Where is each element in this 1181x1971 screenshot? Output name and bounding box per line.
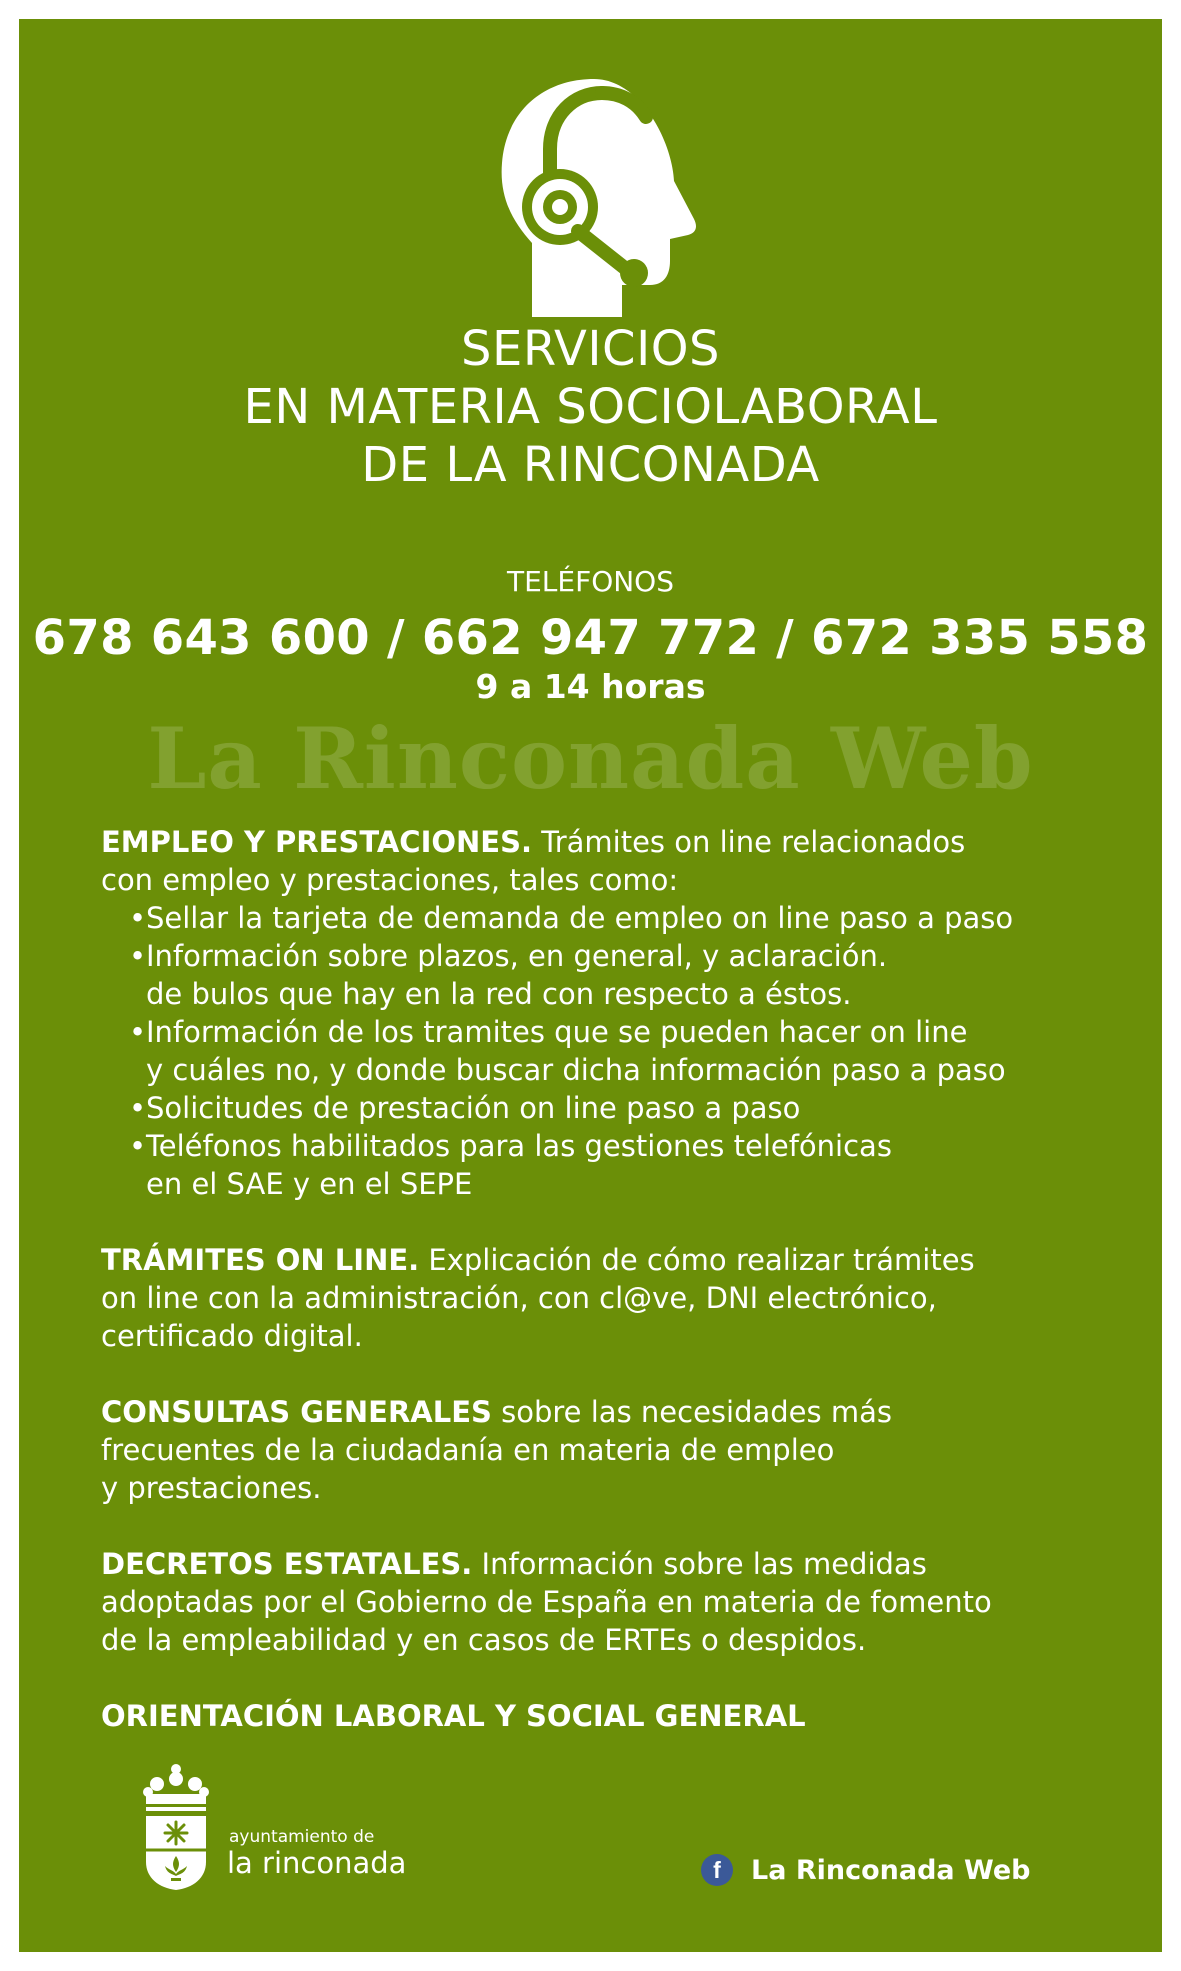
title-line-2: EN MATERIA SOCIOLABORAL	[243, 379, 938, 435]
section-text: con empleo y prestaciones, tales como:	[101, 863, 679, 897]
list-item: • Teléfonos habilitados para las gestiones telefónicas en el SAE y en el SEPE	[129, 1127, 1141, 1203]
bullet-list	[101, 899, 1141, 1203]
title-line-1: SERVICIOS	[461, 321, 720, 377]
section-heading: DECRETOS ESTATALES.	[101, 1547, 473, 1581]
list-item: • Sellar la tarjeta de demanda de empleo on line paso a paso	[129, 899, 1141, 937]
section-heading: TRÁMITES ON LINE.	[101, 1243, 420, 1277]
section-text: certificado digital.	[101, 1319, 363, 1353]
section-text: Trámites on line relacionados	[532, 825, 966, 859]
services-list	[101, 823, 1141, 1773]
town-crest-icon	[143, 1762, 209, 1892]
list-item: • Información de los tramites que se pueden hacer on line y cuáles no, y donde buscar dicha información paso a paso	[129, 1013, 1141, 1089]
phone-numbers: 678 643 600 / 662 947 772 / 672 335 558	[32, 610, 1149, 666]
opening-hours: 9 a 14 horas	[475, 667, 706, 706]
section-text: Explicación de cómo realizar trámites	[419, 1243, 975, 1277]
section-consultas	[101, 1393, 1141, 1507]
list-item: • Información sobre plazos, en general, y aclaración. de bulos que hay en la red con respecto a éstos.	[129, 937, 1141, 1013]
section-heading: ORIENTACIÓN LABORAL Y SOCIAL GENERAL	[101, 1699, 806, 1733]
headset-operator-icon	[474, 71, 724, 321]
section-text: on line con la administración, con cl@ve, DNI electrónico,	[101, 1281, 937, 1315]
section-heading: EMPLEO Y PRESTACIONES.	[101, 825, 533, 859]
facebook-label: La Rinconada Web	[751, 1854, 1031, 1886]
section-text: frecuentes de la ciudadanía en materia de empleo	[101, 1433, 835, 1467]
section-text: adoptadas por el Gobierno de España en materia de fomento	[101, 1585, 992, 1619]
phones-label: TELÉFONOS	[507, 565, 674, 598]
section-text: y prestaciones.	[101, 1471, 322, 1505]
section-text: sobre las necesidades más	[491, 1395, 892, 1429]
ayuntamiento-label-big: la rinconada	[227, 1846, 407, 1880]
facebook-icon: f	[701, 1854, 733, 1886]
page-title	[19, 320, 1162, 494]
section-tramites	[101, 1241, 1141, 1355]
section-orientacion	[101, 1697, 1141, 1735]
ayuntamiento-label-small: ayuntamiento de	[229, 1827, 375, 1847]
section-empleo	[101, 823, 1141, 1203]
title-line-3: DE LA RINCONADA	[361, 437, 820, 493]
list-item: • Solicitudes de prestación on line paso a paso	[129, 1089, 1141, 1127]
section-decretos	[101, 1545, 1141, 1659]
poster	[19, 19, 1162, 1952]
section-heading: CONSULTAS GENERALES	[101, 1395, 492, 1429]
section-text: de la empleabilidad y en casos de ERTEs o despidos.	[101, 1623, 867, 1657]
watermark: La Rinconada Web	[147, 709, 1034, 808]
facebook-link[interactable]	[701, 1854, 1031, 1886]
section-text: Información sobre las medidas	[472, 1547, 927, 1581]
